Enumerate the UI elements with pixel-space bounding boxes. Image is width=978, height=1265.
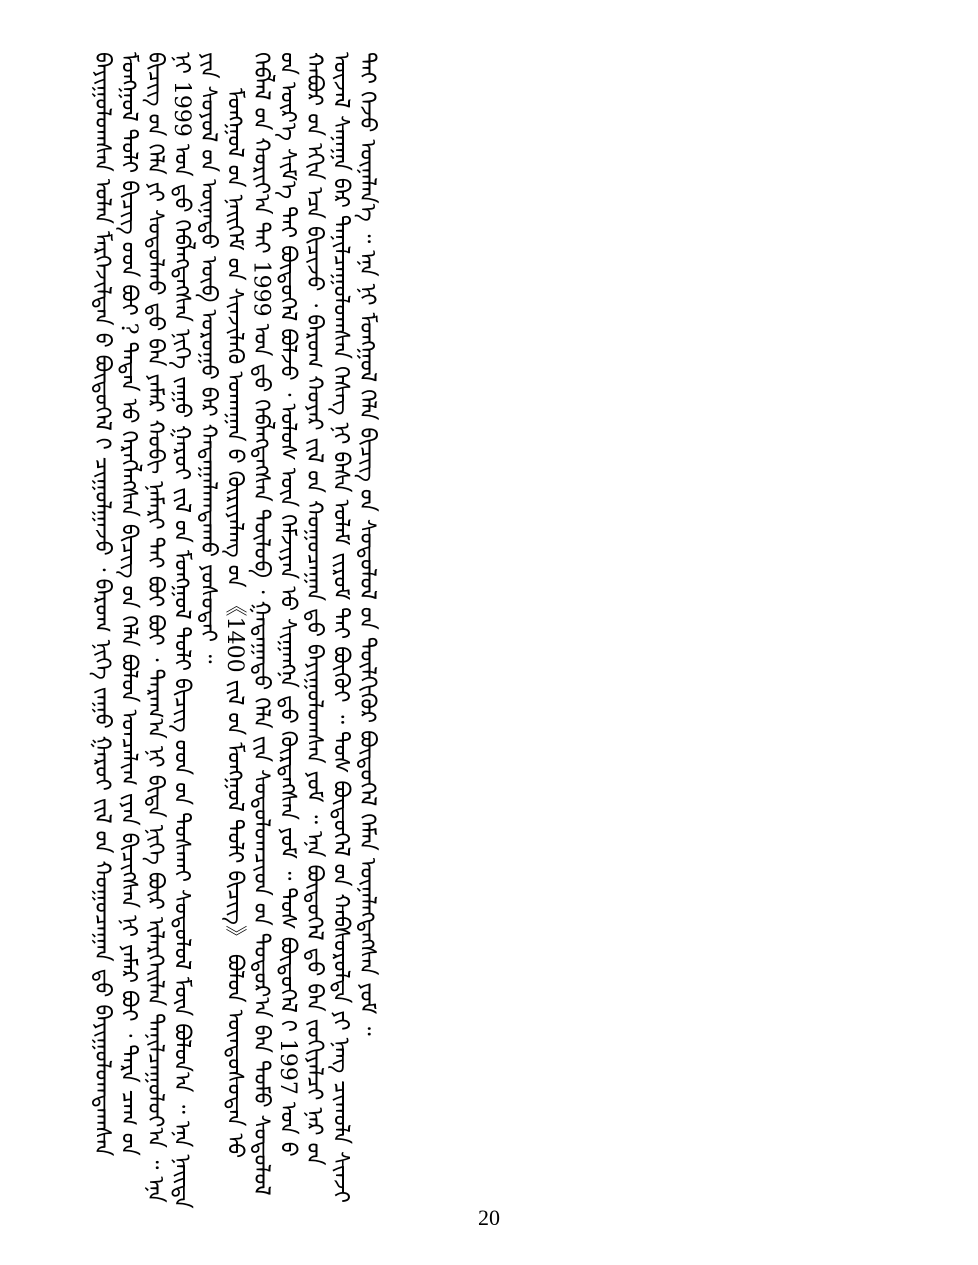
vertical-text-body (88, 52, 878, 1212)
page-number: 20 (478, 1205, 500, 1230)
paragraph-1: ᠪᠠᠶᠢᠭᠤᠯᠤᠭᠰᠠᠨ ᠣᠯᠠᠨ ᠮᠡᠷᠭᠡᠵᠢᠯᠲᠡᠨ ᠤ᠋ ᠪᠦᠲᠦᠭᠡᠯ ᠢ᠋ ᠴᠢᠭᠤᠯᠭᠠᠵᠤ ᠂ ᠪᠠᠷᠤᠭ ᠨᠢᠭᠡ ᠵᠠᠭᠤ ᠭᠠᠷᠤᠢ ᠵᠢᠯ ᠦ᠋ᠨ ᠬᠤᠭᠤᠴᠠᠭᠠᠨ ᠳ᠋ᠤ᠌ ᠪᠠᠶᠢᠭᠤᠯᠤᠭᠳᠠᠭᠰᠠᠨ ᠮᠣᠩᠭᠣᠯ ᠲᠤᠯᠢ ᠪᠢᠴᠢᠭ ᠦ᠋ᠳ ᠪᠤᠢ ? ᠲᠡᠳᠡᠨ ᠦ᠋ ᠬᠡᠷᠡᠭᠯᠡᠭᠰᠡᠨ ᠪᠢᠴᠢᠭ ᠦ᠋ᠨ ᠬᠡᠯᠡ ᠪᠤᠯᠤᠨ ᠣᠨᠴᠠᠯᠢᠭ ᠢ᠋ᠶᠠᠨ ᠪᠢᠴᠢᠭᠰᠡᠨ ᠨᠢ ᠶᠠᠮᠠᠷ ᠪᠤᠢ ᠂ ᠲᠡᠷᠡ ᠴᠠᠭ ᠤ᠋ᠨ ᠪᠢᠴᠢᠭ ᠦ᠋ᠨ ᠬᠡᠯᠡ ᠶᠢ ᠰᠤᠳᠤᠯᠬᠤ ᠳ᠋ᠤ᠌ ᠪᠠᠨ ᠶᠠᠮᠠᠷ ᠬᠤᠪᠢ ᠨᠡᠮᠡᠷᠢ ᠲᠡᠶ ᠪᠤᠢ ᠪᠤᠢ ᠂ ᠳᠠᠷᠠᠭ᠎ᠠ ᠨᠢ ᠪᠢᠳᠡ ᠨᠢᠭᠡ ᠪᠦᠷ ᠢᠯᠡᠷᠬᠡᠢᠯᠡᠨ ᠲᠠᠨᠢᠯᠴᠠᠭᠤᠯᠤᠶ᠎ᠠ ᠃ ᠡᠨᠡ ᠨᠢ 1999 ᠣᠨ ᠳ᠋ᠤ᠌ ᠬᠡᠪᠯᠡᠭᠳᠡᠭᠰᠡᠨ ᠨᠢᠭᠡ ᠵᠠᠭᠤ ᠭᠠᠷᠤᠢ ᠵᠢᠯ ᠦ᠋ᠨ ᠮᠣᠩᠭᠣᠯ ᠲᠣᠯᠢ ᠪᠢᠴᠢᠭ ᠦ᠋ᠳ ᠤ᠋ᠨ ᠲᠤᠰᠬᠠᠢ ᠰᠤᠳᠤᠯᠤᠯ ᠮᠥᠨ ᠪᠣᠯᠤᠨ᠎ᠠ ᠃ ᠡᠨᠡ ᠨᠡᠢᠲᠡ ᠶᠢᠨ ᠰᠣᠶᠣᠯ ᠤ᠋ᠨ ᠦᠨᠡᠲᠦ ᠥᠪ ᠣᠷᠤᠭᠤ ᠪᠠᠷ ᠬᠠᠳᠠᠭᠠᠯᠠᠭᠳᠠᠬᠤ ᠶᠣᠰᠣᠲᠠᠢ ᠃ (89, 52, 221, 1209)
paragraph-2: ᠮᠣᠩᠭᠣᠯ ᠤ᠋ᠨ ᠨᠡᠢᠭᠡᠮ ᠤ᠋ᠨ ᠰᠢᠨᠵᠢᠯᠡᠬᠦ ᠤᠬᠠᠭᠠᠨ ᠤ᠋ ᠬᠦᠷᠢᠶᠡᠯᠡᠩ ᠤ᠋ᠨ 《1400 ᠵᠢᠯ ᠤ᠋ᠨ ᠮᠣᠩᠭᠣᠯ ᠲᠣᠯᠢ ᠪᠢᠴᠢᠭ》 ᠪᠣᠯᠤᠨ ᠦᠨᠳᠦᠰᠦᠲᠡᠨ ᠦ᠋ ᠬᠡᠪᠯᠡᠯ ᠦ᠋ᠨ ᠬᠣᠷᠢᠶ᠎ᠠ ᠲᠠᠢ 1999 ᠣᠨ ᠳ᠋ᠤ᠌ ᠬᠡᠪᠯᠡᠭᠳᠡᠭᠰᠡᠨ ᠲᠥᠯᠥᠪ ᠂ ᠭᠠᠳᠠᠭᠠᠳᠤ ᠬᠡᠯᠡ ᠵᠢᠨ ᠰᠤᠳᠤᠯᠤᠭᠴᠢᠳ ᠤ᠋ᠨ ᠳᠣᠲᠤᠷ᠎ᠠ ᠪᠡᠨ ᠲᠣᠮᠤ ᠰᠤᠳᠤᠯᠤᠯ ᠤ᠋ᠨ ᠦᠷ᠎ᠡ ᠰᠢᠮ᠎ᠡ ᠲᠠᠢ ᠪᠦᠲᠦᠭᠡᠯ ᠪᠣᠯᠵᠤ ᠂ ᠤᠯᠤᠰ ᠦᠨ ᠬᠡᠮᠵᠢᠶᠡᠨ ᠦ᠋ ᠰᠢᠭᠠᠩᠨᠠ ᠳ᠋ᠤ᠌ ᠬᠦᠷᠲᠡᠭᠰᠡᠨ ᠶᠤᠮ ᠃ ᠲᠤᠰ ᠪᠦᠲᠦᠭᠡᠯ ᠢ᠋ 1997 ᠣᠨ ᠤ᠋ ᠬᠠᠪᠤᠷ ᠤ᠋ᠨ ᠡᠬᠢᠨ ᠡᠴᠡ ᠪᠢᠴᠢᠵᠦ ᠂ ᠪᠠᠷᠤᠭ ᠬᠣᠶᠠᠷ ᠵᠢᠯ ᠦ᠋ᠨ ᠬᠤᠭᠤᠴᠠᠭᠠᠨ ᠳ᠋ᠤ᠌ ᠪᠠᠶᠢᠭᠤᠯᠤᠭᠰᠠᠨ ᠶᠤᠮ ᠃ ᠡᠨᠡ ᠪᠦᠲᠦᠭᠡᠯ ᠳ᠋ᠤ᠌ ᠪᠠᠨ ᠵᠣᠬᠢᠶᠠᠯᠴᠢ ᠨᠠᠷ ᠤ᠋ᠨ ᠦᠵᠡᠯ ᠰᠠᠨᠠᠭᠠ ᠪᠠᠷ ᠲᠠᠨᠢᠯᠴᠠᠭᠤᠯᠤᠭᠰᠠᠨ ᠬᠡᠰᠡᠭ ᠨᠢ ᠪᠠᠰᠠ ᠤᠯᠠᠮ ᠵᠢᠷᠤᠮ ᠲᠠᠢ ᠪᠦᠬᠦᠢ ᠃ ᠲᠤᠰ ᠪᠦᠲᠦᠭᠡᠯ ᠦ᠋ᠨ ᠬᠠᠪᠰᠤᠷᠤᠯᠲᠠ ᠶᠢ ᠨᠡᠩ ᠴᠢᠬᠤᠯᠠ ᠰᠢᠨᠵᠢ ᠲᠠᠢ ᠭᠡᠵᠦ ᠦᠨᠡᠯᠡᠨ᠎ᠡ ᠃ ᠡᠨᠡ ᠨᠢ ᠮᠣᠩᠭᠣᠯ ᠬᠡᠯᠡ ᠪᠢᠴᠢᠭ ᠦ᠋ᠨ ᠰᠤᠳᠤᠯᠤᠯ ᠤ᠋ᠨ ᠲᠦᠯᠬᠢᠭᠦᠷ ᠪᠦᠲᠦᠭᠡᠯ ᠬᠡᠮᠡᠨ ᠦᠨᠡᠯᠡᠭᠳᠡᠭᠰᠡᠨ ᠶᠤᠮ ᠃ (222, 52, 380, 1204)
